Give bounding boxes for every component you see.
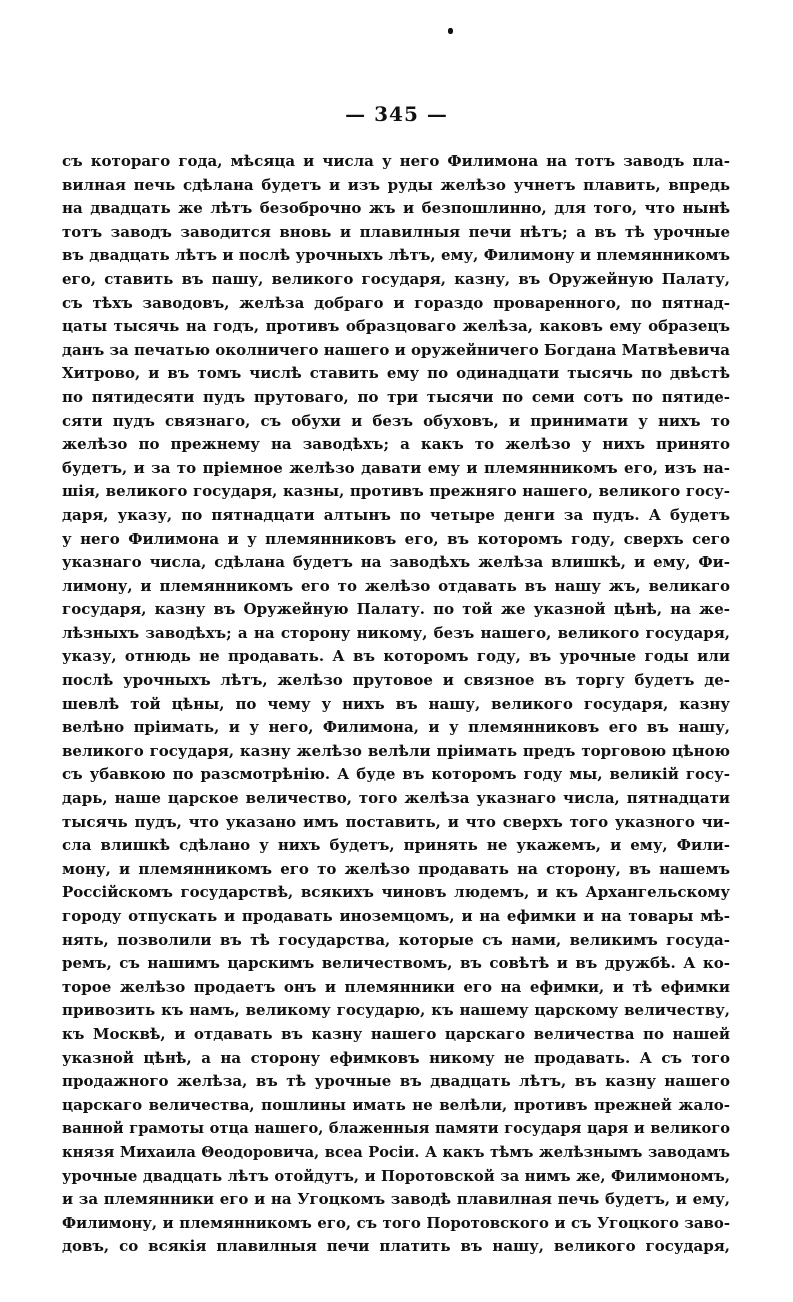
text-line: вилная печь сдѣлана будетъ и изъ руды желѣзо учнетъ плавить, впредь: [62, 175, 730, 194]
text-line: послѣ урочныхъ лѣтъ, желѣзо прутовое и связное въ торгу будетъ де-: [62, 671, 730, 690]
text-line: тысячь пудъ, что указано имъ поставить, и что сверхъ того указного чи-: [62, 812, 730, 831]
text-line: торое желѣзо продаетъ онъ и племянники его на ефимки, и тѣ ефимки: [62, 977, 730, 996]
text-line: великого государя, казну желѣзо велѣли прiимать предъ торговою цѣною: [62, 741, 730, 760]
text-line: сяти пудъ связнаго, съ обухи и безъ обуховъ, и принимати у нихъ то: [62, 411, 730, 430]
text-line: лимону, и племянникомъ его то желѣзо отдавать въ нашу жъ, великаго: [62, 576, 730, 595]
text-line: князя Михаила Θеодоровича, всеа Росiи. А какъ тѣмъ желѣзнымъ заводамъ: [62, 1143, 730, 1161]
text-line: по пятидесяти пудъ прутоваго, по три тысячи по семи сотъ по пятиде-: [62, 387, 730, 406]
text-line: съ котораго года, мѣсяца и числа у него Филимона на тотъ заводъ пла-: [62, 152, 730, 170]
text-line: и за племянники его и на Угоцкомъ заводѣ плавилная печь будетъ, и ему,: [62, 1190, 730, 1209]
text-line: у него Филимона и у племянниковъ его, въ которомъ году, сверхъ сего: [62, 529, 730, 548]
text-line: на двадцать же лѣтъ безоброчно жъ и безпошлинно, для того, что нынѣ: [62, 199, 730, 218]
text-line: ванной грамоты отца нашего, блаженныя памяти государя царя и великого: [62, 1120, 730, 1138]
text-line: къ Москвѣ, и отдавать въ казну нашего царскаго величества по нашей: [62, 1024, 730, 1043]
body-text: [62, 150, 730, 1259]
text-line: урочные двадцать лѣтъ отойдутъ, и Поротовской за нимъ же, Филимономъ,: [62, 1167, 730, 1185]
text-line: велѣно прiимать, и у него, Филимона, и у племянниковъ его въ нашу,: [62, 718, 730, 737]
text-line: даря, указу, по пятнадцати алтынъ по четыре денги за пудъ. А будетъ: [62, 505, 730, 524]
text-line: Филимону, и племянникомъ его, съ того Поротовского и съ Угоцкого заво-: [62, 1213, 730, 1232]
text-line: указной цѣнѣ, а на сторону ефимковъ никому не продавать. А съ того: [62, 1048, 730, 1067]
text-line: сла влишкѣ сдѣлано у нихъ будетъ, принять не укажемъ, и ему, Фили-: [62, 836, 730, 855]
text-line: городу отпускать и продавать иноземцомъ, и на ефимки и на товары мѣ-: [62, 907, 730, 925]
text-line: ремъ, съ нашимъ царскимъ величествомъ, въ совѣтѣ и въ дружбѣ. А ко-: [62, 954, 730, 973]
text-line: дарь, наше царское величество, того желѣза указнаго числа, пятнадцати: [62, 789, 730, 808]
text-line: указнаго числа, сдѣлана будетъ на заводѣхъ желѣза влишкѣ, и ему, Фи-: [62, 553, 730, 572]
text-line: съ убавкою по разсмотрѣнiю. А буде въ которомъ году мы, великiй госу-: [62, 765, 730, 784]
text-line: привозить къ намъ, великому государю, къ нашему царскому величеству,: [62, 1001, 730, 1020]
text-line: лѣзныхъ заводѣхъ; а на сторону никому, безъ нашего, великого государя,: [62, 623, 730, 642]
text-line: шевлѣ той цѣны, по чему у нихъ въ нашу, великого государя, казну: [62, 694, 730, 713]
text-line: съ тѣхъ заводовъ, желѣза добраго и гораздо проваренного, по пятнад-: [62, 293, 730, 312]
text-line: его, ставить въ пашу, великого государя, казну, въ Оружейную Палату,: [62, 269, 730, 288]
text-line: государя, казну въ Оружейную Палату. по той же указной цѣнѣ, на же-: [62, 600, 730, 619]
text-line: тотъ заводъ заводится вновь и плавилныя печи нѣтъ; а въ тѣ урочные: [62, 222, 730, 241]
text-line: указу, отнюдь не продавать. А въ которомъ году, въ урочные годы или: [62, 647, 730, 666]
text-line: Хитрово, и въ томъ числѣ ставить ему по одинадцати тысячь по двѣстѣ: [62, 364, 730, 383]
text-line: желѣзо по прежнему на заводѣхъ; а какъ то желѣзо у нихъ принято: [62, 435, 730, 454]
text-line: довъ, со всякiя плавилныя печи платить въ нашу, великого государя,: [62, 1237, 730, 1256]
text-line: Россiйскомъ государствѣ, всякихъ чиновъ людемъ, и къ Архангельскому: [62, 883, 730, 902]
text-line: цаты тысячь на годъ, противъ образцоваго желѣза, каковъ ему образецъ: [62, 317, 730, 336]
text-line: шiя, великого государя, казны, противъ прежняго нашего, великого госу-: [62, 482, 730, 501]
page-number: — 345 —: [345, 102, 448, 126]
ink-speck: [448, 28, 453, 34]
text-line: царскаго величества, пошлины имать не велѣли, противъ прежней жало-: [62, 1095, 730, 1114]
text-line: нять, позволили въ тѣ государства, которые съ нами, великимъ госуда-: [62, 930, 730, 949]
text-line: будетъ, и за то прiемное желѣзо давати ему и племянникомъ его, изъ на-: [62, 458, 730, 477]
text-line: данъ за печатью околничего нашего и оружейничего Богдана Матвѣевича: [62, 340, 730, 359]
text-line: продажного желѣза, въ тѣ урочные въ двадцать лѣтъ, въ казну нашего: [62, 1072, 730, 1091]
text-line: мону, и племянникомъ его то желѣзо продавать на сторону, въ нашемъ: [62, 859, 730, 878]
text-line: въ двадцать лѣтъ и послѣ урочныхъ лѣтъ, ему, Филимону и племянникомъ: [62, 246, 730, 265]
